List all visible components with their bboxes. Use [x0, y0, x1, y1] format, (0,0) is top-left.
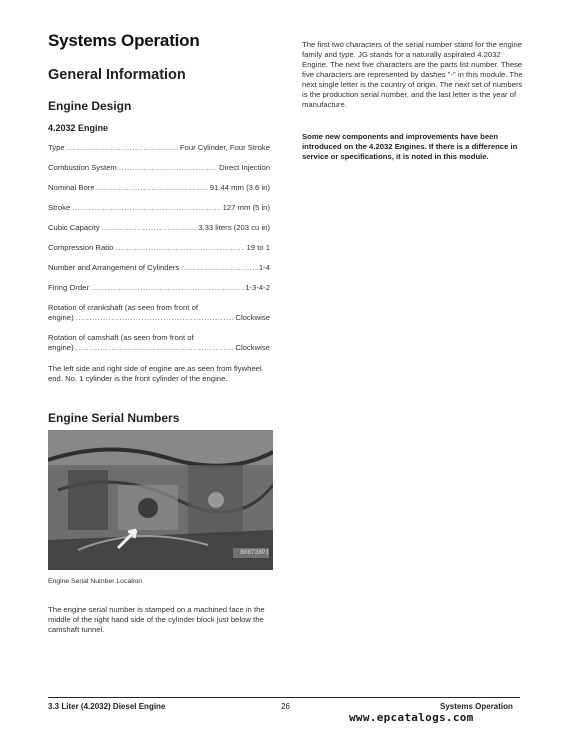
spec-list [48, 143, 270, 363]
watermark: www.epcatalogs.com [349, 711, 474, 724]
engine-photo [48, 430, 273, 570]
serial-paragraph: The engine serial number is stamped on a machined face in the middle of the right hand side of the cylinder block just below the camshaft tunnel. [48, 605, 265, 634]
footer-manual-title: 3.3 Liter (4.2032) Diesel Engine [48, 702, 166, 711]
spec-value: 19 to 1 [246, 243, 270, 252]
spec-label: Firing Order [48, 283, 90, 292]
spec-value: 1-4 [258, 263, 270, 272]
spec-value: 3.33 liters (203 cu in) [198, 223, 270, 232]
rotation-spec-line2: engine) [48, 343, 74, 352]
page-number: 26 [281, 702, 290, 711]
engine-heading: 4.2032 Engine [48, 123, 109, 133]
spec-row [48, 263, 270, 283]
rotation-spec [48, 303, 270, 323]
sides-paragraph: The left side and right side of engine are as seen from flywheel end. No. 1 cylinder is the front cylinder of the engine. [48, 364, 262, 383]
serial-format-paragraph: The first two characters of the serial number stand for the engine family and type. JG stands for a naturally aspirated 4.2032 Engine. The next five characters are the parts list number. These five characters are represented by dashes "-" in this module. The next single letter is the country of origin. The next set of numbers is the production serial number, and the last letter is the year of manufacture. [302, 40, 523, 109]
rotation-spec-value: Clockwise [235, 313, 270, 322]
dot-leader [181, 263, 257, 272]
dot-leader [119, 163, 217, 172]
spec-row [48, 283, 270, 303]
dot-leader [76, 313, 234, 323]
section-heading: General Information [48, 67, 186, 83]
spec-label: Compression Ratio [48, 243, 114, 252]
spec-row [48, 163, 270, 183]
serial-numbers-heading: Engine Serial Numbers [48, 411, 180, 425]
spec-value: 127 mm (5 in) [222, 203, 270, 212]
footer-divider [48, 697, 520, 698]
spec-value: Direct Injection [219, 163, 270, 172]
photo-caption: Engine Serial Number Location [48, 578, 143, 585]
spec-label: Cubic Capacity [48, 223, 100, 232]
spec-value: Four Cylinder, Four Stroke [179, 143, 270, 152]
footer-section-title: Systems Operation [440, 702, 513, 711]
photo-code: B08738P1 [240, 549, 269, 556]
dot-leader [97, 183, 208, 192]
spec-label: Combustion System [48, 163, 117, 172]
rotation-spec [48, 333, 270, 353]
notice-paragraph: Some new components and improvements have been introduced on the 4.2032 Engines. If there is a difference in service or specifications, it is noted in this module. [302, 132, 518, 161]
page-title: Systems Operation [48, 31, 200, 50]
spec-label: Stroke [48, 203, 71, 212]
subsection-heading: Engine Design [48, 99, 132, 113]
spec-value: 1-3-4-2 [245, 283, 270, 292]
spec-row [48, 203, 270, 223]
spec-value: 91.44 mm (3.6 in) [209, 183, 270, 192]
spec-row [48, 143, 270, 163]
spec-row [48, 183, 270, 203]
dot-leader [102, 223, 197, 232]
spec-row [48, 243, 270, 263]
spec-row [48, 223, 270, 243]
rotation-spec-line1: Rotation of crankshaft (as seen from front of [48, 303, 198, 312]
rotation-spec-line2: engine) [48, 313, 74, 322]
dot-leader [76, 343, 234, 353]
spec-label: Number and Arrangement of Cylinders [48, 263, 180, 272]
rotation-spec-line1: Rotation of camshaft (as seen from front of [48, 333, 194, 342]
dot-leader [91, 283, 243, 292]
spec-label: Nominal Bore [48, 183, 95, 192]
dot-leader [115, 243, 244, 252]
spec-label: Type [48, 143, 65, 152]
rotation-spec-value: Clockwise [235, 343, 270, 352]
dot-leader [67, 143, 178, 152]
dot-leader [72, 203, 220, 212]
